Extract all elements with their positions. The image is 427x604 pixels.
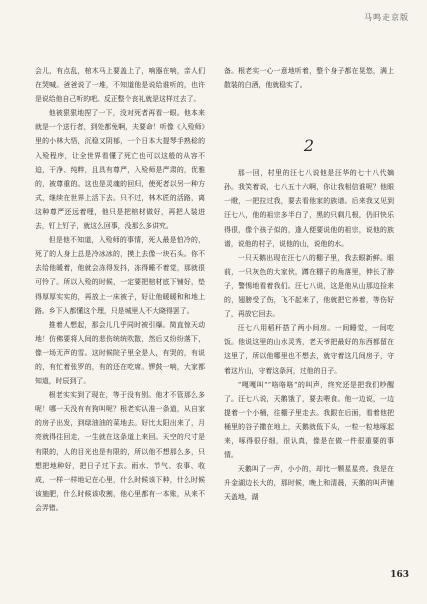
right-column [224,64,394,504]
paragraph: 那一回，村里的汪七八说他是汪华的七十八代嫡孙。我笑着说，七八五十六啊，你让我相信谁呢？他眼一瞪，一把拉过我，要去看他家的族谱。后来我又见到汪七八，他的祖宗多半白了，黑的只剩几根，仍旧快乐得很，像个孩子似的，逢人便要说他的祖宗，说他的族谱，说他的村子，说他的山，说他的水。 [224,169,394,248]
running-header: 马鸣走京版 [364,13,409,22]
paragraph: 天鹅叫了一声，小小的，却比一颗星星亮。我是在升金湖边长大的，那时候，晚上和清晨，天鹅的叫声铺天盖地，湖 [224,465,394,502]
paragraph: 汪七八用稻秆搭了两小间房。一间睡觉，一间吃饭。他说这里的山水灵秀，老天爷把最好的东西都留在这里了，所以他哪里也不想去，就守着这几间房子，守着这片山，守着这条河，过他的日子。 [224,324,394,375]
paragraph: “嘎嘎叫”“咯咯咯”的叫声，终究还是把我们吵醒了。汪七八说，天鹅饿了，要去喂食。他一边说，一边提着一个小桶，往棚子里走去。我跟在后面，看着他把桶里的谷子撒在地上，天鹅就低下头，一粒一粒地啄起来，啄得很仔细，很认真，像是在做一件很重要的事情。 [224,380,394,460]
paragraph: 根老实实到了现在，等于没有别。他才不管那么多呢！哪一天没有有狗叫呢？根老实认准一条道，从自家的房子出发，到绿油油的菜地去。好比太阳出来了，月亮就得往回走，一生就在这条道上来回。天空的尺寸是有限的，人的目光也是有限的，所以他不想那么多，只想把地种好，把日子过下去。雨水、节气、农事、收成，一样一样地记在心里，什么时候该下种，什么时候该施肥，什么时候该收割，他心里都有一本账，从来不会弄错。 [35,391,205,512]
paragraph: 备。根老实一心一意地听着，整个身子都在晃悠，满上散装的白酒，他就稳实了。 [224,67,394,90]
chapter-number: 2 [303,136,315,156]
left-column [35,64,205,515]
paragraph: 一只天鹅出现在汪七八的棚子里，我去眼新鲜。眼前，一只灰色的大家伙，蹲在棚子的角落里，伸长了脖子，警惕地看着我们。汪七八说，这是他从山那边捡来的，翅膀受了伤，飞不起来了，他就把它养着，等伤好了，再放它回去。 [224,253,394,319]
page-number: 163 [390,570,409,580]
paragraph: 会儿，有点乱，棺木马上要盖上了，响器在响，亲人们在哭喊。爸爸说了一堆，不知道他是说给谁听的，也许是说给他自己听的吧。反正整个丧礼就是这样过去了。 [35,67,205,104]
paragraph: 但是他不知道，入殓师的事情，死人最是怕冷的，死了的人身上总是冷冰冰的，摸上去像一块石头。你不去给他暖着，他就会冻得发抖，冻得睡不着觉，那就很可怜了。所以入殓的时候，一定要把棺材底下铺好，垫得厚厚实实的，再放上一床被子，好让他暖暖和和地上路。乡下人都懂这个理，只是城里人不大晓得罢了。 [35,236,205,315]
paragraph: 推着人想起，那会儿几乎同时被引爆。简直惊天动地！仿佛要将人间的悲伤统统吹散，然后又纷纷落下，像一场无声的雪。这时候院子里全是人，有哭的，有说的，有忙着张罗的，有的还在吃席。锣鼓一响，大家都知道，时辰到了。 [35,320,205,386]
paragraph: 他被狠狠地捏了一下，没对死者再看一眼。他本来就是一个送行者，到处都免啊，夫要命！听像《入殓师》里的小林大悟，沉稳又阴郁，一个日本大提琴手熟稔的入殓程序，让全世界看懂了死亡也可以这般的从容不迫，干净、纯粹，且具有尊严，入殓师是严肃的，优雅的，被尊重的。这也是灵魂的回归，使死者以另一种方式，继续在世界上活下去。只不过，林木匠的活路，离这种尊严还远着哩，他只是把棺材做好，再把人装进去，钉上钉子，就这么回事，没那么多讲究。 [35,109,205,231]
